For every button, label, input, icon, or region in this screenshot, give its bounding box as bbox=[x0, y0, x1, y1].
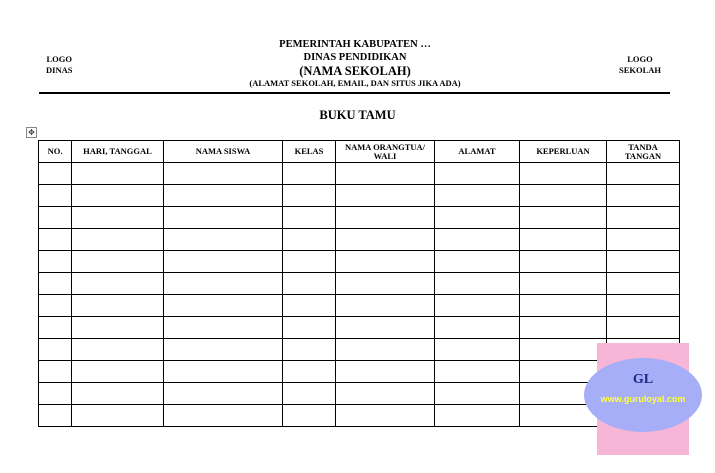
column-header bbox=[164, 141, 283, 163]
table-cell[interactable] bbox=[336, 295, 435, 317]
table-cell[interactable] bbox=[607, 317, 680, 339]
table-cell[interactable] bbox=[283, 383, 336, 405]
table-cell[interactable] bbox=[283, 229, 336, 251]
table-cell[interactable] bbox=[72, 273, 164, 295]
table-cell[interactable] bbox=[283, 339, 336, 361]
table-cell[interactable] bbox=[39, 361, 72, 383]
column-header-line: KELAS bbox=[294, 146, 324, 156]
logo-right-line2: SEKOLAH bbox=[619, 65, 662, 75]
column-header-line: ALAMAT bbox=[458, 146, 496, 156]
table-row bbox=[39, 185, 680, 207]
table-cell[interactable] bbox=[164, 383, 283, 405]
table-cell[interactable] bbox=[72, 339, 164, 361]
table-cell[interactable] bbox=[435, 163, 520, 185]
table-cell[interactable] bbox=[336, 383, 435, 405]
table-cell[interactable] bbox=[72, 185, 164, 207]
logo-right-line1: LOGO bbox=[627, 54, 653, 64]
table-cell[interactable] bbox=[435, 295, 520, 317]
table-cell[interactable] bbox=[164, 273, 283, 295]
table-cell[interactable] bbox=[520, 229, 607, 251]
column-header bbox=[336, 141, 435, 163]
watermark-logo bbox=[584, 358, 702, 432]
column-header-line: TANGAN bbox=[624, 150, 662, 161]
table-cell[interactable] bbox=[435, 229, 520, 251]
column-header bbox=[72, 141, 164, 163]
table-cell[interactable] bbox=[607, 163, 680, 185]
table-cell[interactable] bbox=[39, 405, 72, 427]
table-cell[interactable] bbox=[520, 163, 607, 185]
table-cell[interactable] bbox=[435, 383, 520, 405]
logo-sekolah-placeholder bbox=[619, 54, 661, 76]
table-cell[interactable] bbox=[164, 339, 283, 361]
table-cell[interactable] bbox=[336, 229, 435, 251]
table-row bbox=[39, 163, 680, 185]
table-cell[interactable] bbox=[607, 295, 680, 317]
table-cell[interactable] bbox=[39, 207, 72, 229]
table-cell[interactable] bbox=[520, 207, 607, 229]
table-cell[interactable] bbox=[435, 207, 520, 229]
header-government: PEMERINTAH KABUPATEN … bbox=[279, 39, 431, 50]
table-cell[interactable] bbox=[520, 295, 607, 317]
table-cell[interactable] bbox=[336, 339, 435, 361]
table-cell[interactable] bbox=[520, 185, 607, 207]
column-header-line: NAMA SISWA bbox=[195, 146, 251, 156]
table-cell[interactable] bbox=[435, 339, 520, 361]
table-cell[interactable] bbox=[336, 361, 435, 383]
table-cell[interactable] bbox=[435, 405, 520, 427]
watermark-initials: GL bbox=[632, 372, 654, 387]
table-cell[interactable] bbox=[283, 251, 336, 273]
table-cell[interactable] bbox=[607, 251, 680, 273]
table-cell[interactable] bbox=[435, 317, 520, 339]
table-cell[interactable] bbox=[336, 207, 435, 229]
table-cell[interactable] bbox=[164, 229, 283, 251]
table-cell[interactable] bbox=[72, 383, 164, 405]
table-cell[interactable] bbox=[39, 383, 72, 405]
table-cell[interactable] bbox=[164, 185, 283, 207]
table-row bbox=[39, 405, 680, 427]
table-cell[interactable] bbox=[72, 361, 164, 383]
table-cell[interactable] bbox=[72, 207, 164, 229]
table-cell[interactable] bbox=[39, 295, 72, 317]
watermark-url: www.guruloyal.com bbox=[600, 394, 686, 404]
table-cell[interactable] bbox=[39, 185, 72, 207]
table-cell[interactable] bbox=[164, 295, 283, 317]
table-cell[interactable] bbox=[283, 207, 336, 229]
table-row bbox=[39, 207, 680, 229]
logo-dinas-placeholder bbox=[46, 54, 72, 76]
table-cell[interactable] bbox=[72, 405, 164, 427]
header-address: (ALAMAT SEKOLAH, EMAIL, DAN SITUS JIKA ADA) bbox=[249, 78, 461, 88]
table-cell[interactable] bbox=[39, 339, 72, 361]
table-cell[interactable] bbox=[72, 163, 164, 185]
table-row bbox=[39, 317, 680, 339]
table-cell[interactable] bbox=[164, 163, 283, 185]
column-header bbox=[283, 141, 336, 163]
table-cell[interactable] bbox=[283, 185, 336, 207]
table-cell[interactable] bbox=[72, 251, 164, 273]
table-cell[interactable] bbox=[283, 295, 336, 317]
table-cell[interactable] bbox=[72, 295, 164, 317]
table-cell[interactable] bbox=[435, 185, 520, 207]
document-title: BUKU TAMU bbox=[319, 108, 396, 122]
table-cell[interactable] bbox=[39, 251, 72, 273]
table-cell[interactable] bbox=[72, 317, 164, 339]
table-cell[interactable] bbox=[520, 317, 607, 339]
table-cell[interactable] bbox=[520, 339, 607, 361]
header-school-name: (NAMA SEKOLAH) bbox=[299, 64, 411, 78]
table-cell[interactable] bbox=[164, 251, 283, 273]
table-cell[interactable] bbox=[283, 405, 336, 427]
letterhead-divider bbox=[39, 92, 670, 94]
table-cell[interactable] bbox=[39, 163, 72, 185]
table-row bbox=[39, 251, 680, 273]
table-cell[interactable] bbox=[336, 317, 435, 339]
letterhead bbox=[140, 38, 570, 89]
table-cell[interactable] bbox=[520, 251, 607, 273]
table-cell[interactable] bbox=[607, 229, 680, 251]
header-department: DINAS PENDIDIKAN bbox=[303, 52, 407, 63]
column-header bbox=[520, 141, 607, 163]
logo-left-line2: DINAS bbox=[46, 65, 73, 75]
table-row bbox=[39, 339, 680, 361]
table-cell[interactable] bbox=[435, 251, 520, 273]
table-row bbox=[39, 229, 680, 251]
logo-left-line1: LOGO bbox=[46, 54, 72, 64]
table-cell[interactable] bbox=[336, 251, 435, 273]
column-header bbox=[435, 141, 520, 163]
table-move-handle-icon[interactable]: ✥ bbox=[26, 127, 37, 138]
table-row bbox=[39, 273, 680, 295]
table-cell[interactable] bbox=[72, 229, 164, 251]
column-header-line: KEPERLUAN bbox=[536, 146, 590, 156]
column-header-line: NO. bbox=[47, 146, 63, 156]
column-header-line: HARI, TANGGAL bbox=[83, 146, 152, 156]
column-header-line: NAMA ORANGTUA/ bbox=[344, 141, 426, 152]
table-cell[interactable] bbox=[164, 317, 283, 339]
table-cell[interactable] bbox=[39, 273, 72, 295]
column-header-line: TANDA bbox=[628, 141, 658, 152]
table-cell[interactable] bbox=[336, 273, 435, 295]
table-cell[interactable] bbox=[283, 163, 336, 185]
table-cell[interactable] bbox=[435, 273, 520, 295]
table-cell[interactable] bbox=[607, 185, 680, 207]
table-cell[interactable] bbox=[607, 207, 680, 229]
table-cell[interactable] bbox=[435, 361, 520, 383]
table-cell[interactable] bbox=[607, 273, 680, 295]
table-cell[interactable] bbox=[336, 405, 435, 427]
table-cell[interactable] bbox=[164, 207, 283, 229]
table-row bbox=[39, 295, 680, 317]
table-cell[interactable] bbox=[336, 163, 435, 185]
table-cell[interactable] bbox=[164, 405, 283, 427]
column-header-line: WALI bbox=[373, 150, 397, 161]
table-cell[interactable] bbox=[520, 273, 607, 295]
table-cell[interactable] bbox=[283, 361, 336, 383]
column-header bbox=[607, 141, 680, 163]
table-cell[interactable] bbox=[336, 185, 435, 207]
table-cell[interactable] bbox=[283, 273, 336, 295]
table-cell[interactable] bbox=[39, 229, 72, 251]
table-cell[interactable] bbox=[283, 317, 336, 339]
table-cell[interactable] bbox=[39, 317, 72, 339]
table-header-row bbox=[39, 141, 680, 163]
table-cell[interactable] bbox=[164, 361, 283, 383]
column-header bbox=[39, 141, 72, 163]
